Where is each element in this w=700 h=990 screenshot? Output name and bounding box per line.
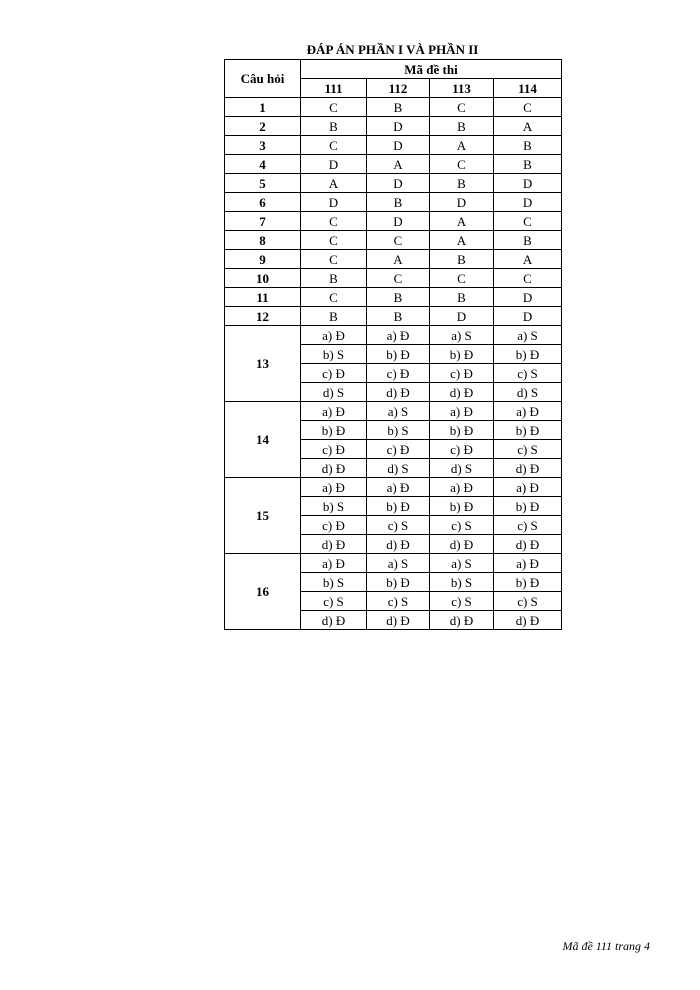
answer-cell: d) Đ bbox=[494, 611, 562, 630]
answer-cell: d) Đ bbox=[367, 611, 430, 630]
answer-cell: c) S bbox=[494, 440, 562, 459]
table-row bbox=[225, 231, 562, 250]
answer-cell: D bbox=[430, 307, 494, 326]
answer-cell: A bbox=[494, 250, 562, 269]
answer-body bbox=[225, 98, 562, 630]
answer-cell: a) Đ bbox=[301, 326, 367, 345]
answer-cell: b) Đ bbox=[367, 497, 430, 516]
answer-cell: d) Đ bbox=[430, 611, 494, 630]
answer-cell: d) Đ bbox=[430, 535, 494, 554]
answer-cell: b) Đ bbox=[494, 421, 562, 440]
answer-cell: b) Đ bbox=[494, 573, 562, 592]
code-header: 111 bbox=[301, 79, 367, 98]
answer-cell: D bbox=[301, 193, 367, 212]
table-row bbox=[225, 554, 562, 573]
answer-cell: B bbox=[367, 307, 430, 326]
question-number: 15 bbox=[225, 478, 301, 554]
code-header: 114 bbox=[494, 79, 562, 98]
table-row bbox=[225, 250, 562, 269]
answer-cell: B bbox=[494, 155, 562, 174]
answer-cell: c) Đ bbox=[301, 516, 367, 535]
answer-cell: b) Đ bbox=[367, 345, 430, 364]
question-number: 12 bbox=[225, 307, 301, 326]
answer-cell: B bbox=[301, 117, 367, 136]
answer-cell: a) Đ bbox=[301, 402, 367, 421]
answer-cell: c) S bbox=[367, 592, 430, 611]
answer-cell: C bbox=[301, 288, 367, 307]
question-number: 4 bbox=[225, 155, 301, 174]
table-row bbox=[225, 98, 562, 117]
answer-cell: B bbox=[430, 250, 494, 269]
answer-cell: d) S bbox=[367, 459, 430, 478]
answer-cell: b) Đ bbox=[367, 573, 430, 592]
answer-cell: c) Đ bbox=[367, 364, 430, 383]
answer-cell: A bbox=[430, 231, 494, 250]
table-row bbox=[225, 136, 562, 155]
question-number: 9 bbox=[225, 250, 301, 269]
answer-cell: d) Đ bbox=[367, 383, 430, 402]
answer-cell: A bbox=[430, 136, 494, 155]
answer-cell: A bbox=[367, 155, 430, 174]
answer-cell: c) S bbox=[367, 516, 430, 535]
answer-cell: C bbox=[494, 98, 562, 117]
answer-cell: D bbox=[367, 136, 430, 155]
answer-cell: a) Đ bbox=[494, 402, 562, 421]
answer-cell: C bbox=[430, 155, 494, 174]
table-row bbox=[225, 326, 562, 345]
question-number: 14 bbox=[225, 402, 301, 478]
answer-cell: c) Đ bbox=[301, 440, 367, 459]
question-number: 11 bbox=[225, 288, 301, 307]
answer-cell: C bbox=[494, 269, 562, 288]
answer-cell: c) S bbox=[430, 592, 494, 611]
answer-cell: b) Đ bbox=[494, 345, 562, 364]
table-row bbox=[225, 155, 562, 174]
answer-cell: B bbox=[301, 307, 367, 326]
answer-cell: a) S bbox=[430, 554, 494, 573]
table-row bbox=[225, 212, 562, 231]
table-row bbox=[225, 402, 562, 421]
question-number: 2 bbox=[225, 117, 301, 136]
answer-cell: C bbox=[430, 98, 494, 117]
table-row bbox=[225, 117, 562, 136]
table-row bbox=[225, 269, 562, 288]
answer-cell: a) Đ bbox=[430, 402, 494, 421]
answer-cell: c) S bbox=[301, 592, 367, 611]
answer-cell: d) Đ bbox=[494, 459, 562, 478]
answer-cell: d) S bbox=[301, 383, 367, 402]
answer-cell: c) S bbox=[494, 364, 562, 383]
answer-cell: B bbox=[494, 231, 562, 250]
table-row bbox=[225, 193, 562, 212]
answer-cell: b) Đ bbox=[494, 497, 562, 516]
answer-cell: b) Đ bbox=[430, 421, 494, 440]
answer-cell: b) S bbox=[301, 497, 367, 516]
question-number: 16 bbox=[225, 554, 301, 630]
answer-cell: b) Đ bbox=[301, 421, 367, 440]
answer-cell: D bbox=[430, 193, 494, 212]
answer-cell: B bbox=[367, 98, 430, 117]
answer-cell: C bbox=[301, 231, 367, 250]
answer-cell: a) S bbox=[367, 402, 430, 421]
answer-cell: d) Đ bbox=[430, 383, 494, 402]
answer-cell: D bbox=[367, 117, 430, 136]
answer-cell: a) Đ bbox=[367, 478, 430, 497]
answer-cell: D bbox=[301, 155, 367, 174]
answer-cell: a) Đ bbox=[301, 554, 367, 573]
answer-cell: d) Đ bbox=[494, 535, 562, 554]
answer-cell: b) Đ bbox=[430, 497, 494, 516]
answer-cell: c) Đ bbox=[301, 364, 367, 383]
answer-cell: c) Đ bbox=[430, 364, 494, 383]
answer-cell: A bbox=[301, 174, 367, 193]
answer-cell: C bbox=[494, 212, 562, 231]
table-row bbox=[225, 307, 562, 326]
page-title: ĐÁP ÁN PHẦN I VÀ PHẦN II bbox=[306, 42, 479, 57]
answer-cell: b) S bbox=[301, 345, 367, 364]
answer-cell: C bbox=[301, 250, 367, 269]
answer-cell: C bbox=[430, 269, 494, 288]
answer-cell: D bbox=[494, 307, 562, 326]
answer-cell: C bbox=[301, 136, 367, 155]
answer-cell: a) S bbox=[430, 326, 494, 345]
answer-cell: c) S bbox=[430, 516, 494, 535]
answer-cell: D bbox=[494, 193, 562, 212]
answer-cell: C bbox=[367, 269, 430, 288]
answer-cell: c) S bbox=[494, 592, 562, 611]
question-number: 3 bbox=[225, 136, 301, 155]
answer-cell: A bbox=[430, 212, 494, 231]
answer-table bbox=[224, 59, 562, 630]
exam-code-header: Mã đề thi bbox=[301, 60, 562, 79]
answer-cell: D bbox=[367, 174, 430, 193]
answer-cell: a) Đ bbox=[367, 326, 430, 345]
table-row bbox=[225, 288, 562, 307]
answer-cell: D bbox=[494, 174, 562, 193]
question-number: 10 bbox=[225, 269, 301, 288]
answer-cell: c) Đ bbox=[430, 440, 494, 459]
answer-cell: d) Đ bbox=[301, 611, 367, 630]
answer-cell: A bbox=[367, 250, 430, 269]
answer-cell: B bbox=[367, 288, 430, 307]
answer-cell: a) Đ bbox=[494, 554, 562, 573]
answer-cell: B bbox=[430, 174, 494, 193]
answer-cell: c) Đ bbox=[367, 440, 430, 459]
table-row bbox=[225, 478, 562, 497]
question-number: 5 bbox=[225, 174, 301, 193]
answer-cell: C bbox=[301, 98, 367, 117]
answer-cell: a) Đ bbox=[430, 478, 494, 497]
answer-cell: b) S bbox=[301, 573, 367, 592]
question-number: 6 bbox=[225, 193, 301, 212]
answer-cell: C bbox=[367, 231, 430, 250]
answer-cell: B bbox=[301, 269, 367, 288]
question-header: Câu hỏi bbox=[225, 60, 301, 98]
answer-cell: b) S bbox=[367, 421, 430, 440]
answer-cell: D bbox=[494, 288, 562, 307]
header-row-top bbox=[225, 60, 562, 79]
answer-cell: d) Đ bbox=[301, 535, 367, 554]
question-number: 13 bbox=[225, 326, 301, 402]
answer-cell: b) S bbox=[430, 573, 494, 592]
answer-cell: B bbox=[367, 193, 430, 212]
answer-cell: a) Đ bbox=[494, 478, 562, 497]
answer-cell: b) Đ bbox=[430, 345, 494, 364]
answer-cell: d) Đ bbox=[367, 535, 430, 554]
question-number: 7 bbox=[225, 212, 301, 231]
answer-cell: B bbox=[430, 288, 494, 307]
code-header: 112 bbox=[367, 79, 430, 98]
answer-cell: c) S bbox=[494, 516, 562, 535]
table-row bbox=[225, 174, 562, 193]
answer-cell: a) Đ bbox=[301, 478, 367, 497]
answer-cell: A bbox=[494, 117, 562, 136]
answer-cell: D bbox=[367, 212, 430, 231]
answer-cell: a) S bbox=[367, 554, 430, 573]
question-number: 8 bbox=[225, 231, 301, 250]
answer-cell: d) S bbox=[430, 459, 494, 478]
question-number: 1 bbox=[225, 98, 301, 117]
answer-cell: d) Đ bbox=[301, 459, 367, 478]
answer-cell: d) S bbox=[494, 383, 562, 402]
answer-cell: C bbox=[301, 212, 367, 231]
answer-cell: B bbox=[430, 117, 494, 136]
answer-cell: B bbox=[494, 136, 562, 155]
code-header: 113 bbox=[430, 79, 494, 98]
page-footer: Mã đề 111 trang 4 bbox=[562, 939, 650, 953]
answer-cell: a) S bbox=[494, 326, 562, 345]
